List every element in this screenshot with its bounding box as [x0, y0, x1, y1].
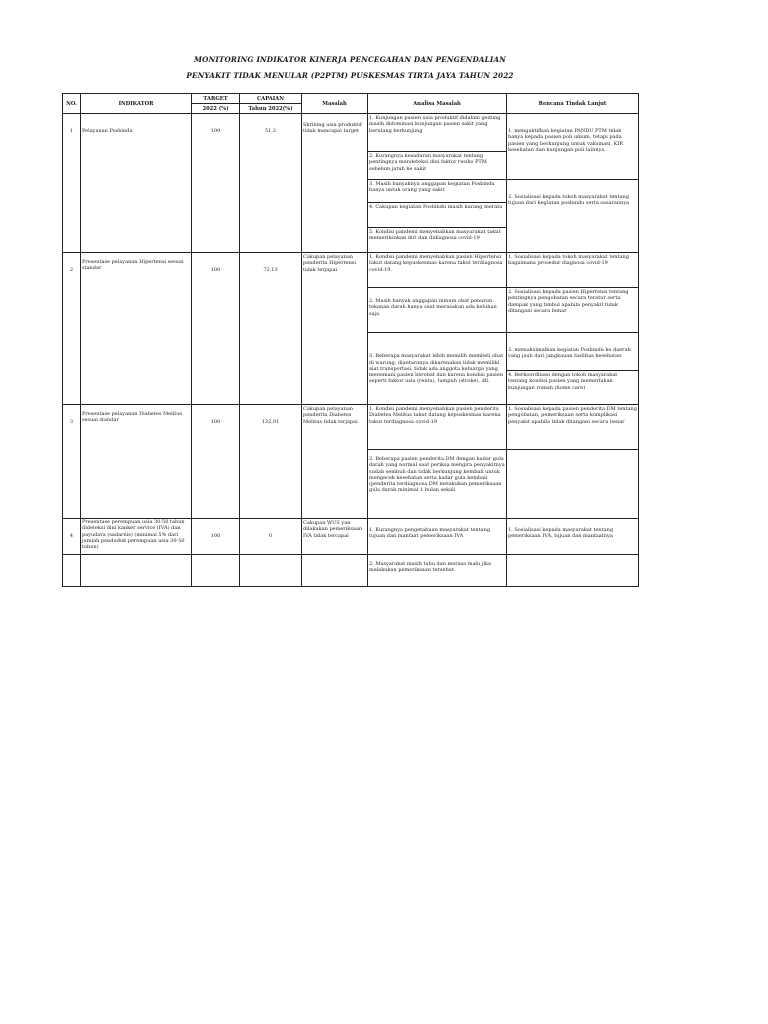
analisa-item: 2. Kurangnya kesadaran masyarakat tentang pentingnya mendeteksi dini faktor resiko PTM sebelum jatuh ke sakit [368, 152, 507, 180]
row-masalah: Cakupan WUS yan dilakukan pemeriksaan IVA tidak tercapai [302, 519, 368, 555]
header-rencana: Rencana Tindak Lanjut [507, 94, 639, 114]
empty-cell [507, 555, 639, 587]
analisa-item: 2. Masih banyak anggapan minum obat penurun tekanan darah hanya saat merasakan ada keluhan saja [368, 288, 507, 333]
row-target: 100 [192, 519, 240, 555]
header-target-sub: 2022 (%) [192, 104, 240, 114]
rencana-item: 1. Sosialisasi kepada pasien penderita DM tentang pengobatan, pemeriksaan serta komplikasi penyakit apabila tidak ditangani secara benar [507, 405, 639, 450]
monitoring-table [62, 93, 639, 587]
row-capaian: 132,01 [240, 405, 302, 519]
row-indikator: Presentase perempuan usia 30-50 tahun dideteksi dini kanker service (IVA) dan payudara (sadarnis) (minimal 5% dari jumlah penduduk perempuan usia 30-50 tahun) [81, 519, 192, 555]
row-indikator: Presentase pelayanan Diabetes Melitus sesuai standar [81, 405, 192, 519]
row-capaian: 0 [240, 519, 302, 555]
header-no: NO. [63, 94, 81, 114]
header-indikator: INDIKATOR [81, 94, 192, 114]
row-capaian: 51,2 [240, 114, 302, 253]
rencana-item: 3. memaksimalkan kegiatan Posbindu ke daerah yang jauh dari jangkauan fasilitas kesehatan [507, 333, 639, 371]
rencana-item: 4. Berkoordinasi dengan tokoh masyarakat tentang kondisi pasien yang memerlukan kunjungan rumah (home care) [507, 371, 639, 405]
row-masalah: Cakupan pelayanan penderita Hipertensi tidak terjapai [302, 253, 368, 405]
row-capaian: 72,13 [240, 253, 302, 405]
row-indikator: Pelayanan Posbindu [81, 114, 192, 253]
empty-cell [81, 555, 192, 587]
header-capaian-sub: Tahun 2022(%) [240, 104, 302, 114]
empty-cell [240, 555, 302, 587]
rencana-item: 1. Sosialisasi kepada masyarakat tentang pemeriksaan IVA, tujuan dan manfaatnya [507, 519, 639, 555]
empty-cell [192, 555, 240, 587]
rencana-empty [507, 450, 639, 519]
page-title: MONITORING INDIKATOR KINERJA PENCEGAHAN DAN PENGENDALIAN [193, 55, 507, 64]
rencana-item: 1. Sosialisasi kepada tokoh masyarakat tentang bagaimana prosedur diagnosa covid-19 [507, 253, 639, 288]
analisa-item: 3. Masih banyaknya anggapan kegiatan Posbindu hanya untuk orang yang sakit [368, 180, 507, 203]
table-row [63, 405, 639, 450]
analisa-item: 2. Beberapa pasien penderita DM dengan kadar gula darah yang normal saat periksa mengira penyakitnya sudah sembuh dan tidak berkunjung kembali untuk mengecek kesehatan serta kadar gula kembali (penderita terdiagnosa DM melakukan pemeriksaan gula darah minimal 1 bulan sekali [368, 450, 507, 519]
header-target: TARGET [192, 94, 240, 104]
row-no: 1 [63, 114, 81, 253]
table-row [63, 114, 639, 152]
table-row [63, 253, 639, 288]
row-masalah: Skrining usia produktif tidak mencapai target [302, 114, 368, 253]
header-capaian: CAPAIAN [240, 94, 302, 104]
analisa-item: 1. Kunjungan pasien usia produktif didalam gedung masih didominasi kunjungan pasien sakit yang berulang berkunjung [368, 114, 507, 152]
row-masalah: Cakupan pelayanan penderita Diabetes Melitus tidak terjapai [302, 405, 368, 519]
row-target: 100 [192, 405, 240, 519]
rencana-item: 1. mengaktifkan kegiatan PANDU PTM tidak hanya kepada pasien poli umum, tetapi pada pasien yang berkunjung untuk vaksinasi, KIR kesehatan dan kunjungan poli lainnya [507, 114, 639, 180]
table-row [63, 519, 639, 555]
analisa-item: 1. Kurangnya pengetahuan masyarakat tentang tujuan dan manfaat pemeriksaan IVA [368, 519, 507, 555]
rencana-item: 2. Sosialisasi kepada tokoh masyarakat tentang tujuan dari kegiatan posbindu serta sasarannya [507, 180, 639, 253]
analisa-item: 2. Masyarakat masih tabu dan merasa malu jika melakukan pemeriksaan tersebut. [368, 555, 507, 587]
analisa-item: 4. Cakupan kegiatan Posbindu masih kurang merata [368, 203, 507, 228]
header-analisa: Analisa Masalah [368, 94, 507, 114]
empty-cell [63, 555, 81, 587]
empty-cell [302, 555, 368, 587]
row-target: 100 [192, 114, 240, 253]
analisa-item: 1. Kondisi pandemi menyebabkan pasien penderita Diabetes Melitus takut datang kepuskesmas karena takut terdiagnosa covid-19 [368, 405, 507, 450]
row-target: 100 [192, 253, 240, 405]
analisa-item: 5. Kondisi pandemi menyebabkan masyarakat takut memeriksakan diri dan didiagnosa covid-19 [368, 228, 507, 253]
page-subtitle: PENYAKIT TIDAK MENULAR (P2PTM) PUSKESMAS TIRTA JAYA TAHUN 2022 [186, 71, 514, 80]
row-no: 2 [63, 253, 81, 405]
rencana-item: 2. Sosialisasi kepada pasien Hipertensi tentang pentingnya pengobatan secara teratur serta dampak yang timbul apabila penyakit tidak ditangani secara benar [507, 288, 639, 333]
row-indikator: Presentase pelayanan Hipertensi sesuai standar [81, 253, 192, 405]
analisa-item: 3. Beberapa masyarakat lebih memilih membeli obat di warung, diantaranya dikarenakan tidak memiliki alat transportasi, tidak ada anggota keluarga yang menemani pasien berobat dan karena kondisi pasien seperti faktor usia (renta), lumpuh (stroke), dll. [368, 333, 507, 405]
header-masalah: Masalah [302, 94, 368, 114]
row-no: 3 [63, 405, 81, 519]
analisa-item: 1. Kondisi pandemi menyebabkan pasien Hipertensi takut datang kepuskesmas karena takut terdiagnosa covid-19. [368, 253, 507, 288]
row-no: 4 [63, 519, 81, 555]
